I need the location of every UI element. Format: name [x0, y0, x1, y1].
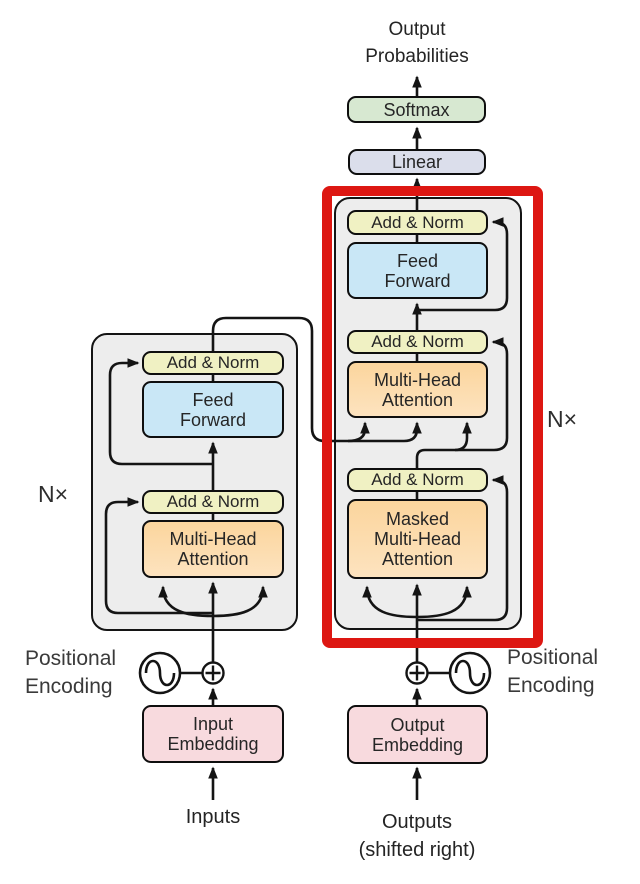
- input-embedding-box: [142, 705, 284, 763]
- decoder-highlight-box: [322, 186, 543, 648]
- positional-encoding-label-right: Positional Encoding: [507, 646, 599, 697]
- outputs-label-group: [317, 808, 517, 864]
- add-norm-label: Add & Norm: [371, 470, 464, 489]
- softmax-label: Softmax: [383, 99, 450, 120]
- add-icon-right: [407, 663, 428, 684]
- encoder-multi-head-attention-box: [142, 520, 284, 578]
- inputs-label: Inputs: [185, 806, 241, 828]
- add-norm-label: Add & Norm: [166, 353, 260, 372]
- masked-multi-head-attention-label: Masked Multi-Head Attention: [373, 509, 462, 569]
- encoder-add-norm-bottom-box: [142, 490, 284, 514]
- positional-encoding-label-left: Positional Encoding: [25, 647, 117, 698]
- softmax-box: [347, 96, 486, 123]
- feed-forward-label: Feed Forward: [179, 389, 246, 430]
- add-icon-left: [203, 663, 224, 684]
- encoder-feed-forward-box: [142, 381, 284, 438]
- multi-head-attention-label: Multi-Head Attention: [373, 369, 462, 410]
- output-embedding-box: [347, 705, 488, 764]
- add-norm-label: Add & Norm: [166, 492, 260, 511]
- outputs-shifted-right-label: (shifted right): [358, 839, 476, 861]
- positional-encoding-icon-right: [450, 653, 490, 693]
- output-embedding-label: Output Embedding: [371, 714, 464, 755]
- linear-box: [348, 149, 486, 175]
- add-norm-label: Add & Norm: [371, 212, 464, 232]
- multi-head-attention-label: Multi-Head Attention: [169, 529, 257, 569]
- encoder-add-norm-top-box: [142, 351, 284, 375]
- linear-label: Linear: [391, 152, 443, 172]
- output-probabilities-label: Output Probabilities: [365, 19, 469, 67]
- feed-forward-label: Feed Forward: [384, 250, 451, 291]
- positional-encoding-icon-left: [140, 653, 180, 693]
- add-norm-label: Add & Norm: [371, 332, 464, 351]
- input-embedding-label: Input Embedding: [167, 714, 259, 754]
- outputs-label: Outputs: [381, 811, 453, 833]
- n-times-label-encoder: N×: [38, 481, 69, 507]
- n-times-label-decoder: N×: [547, 406, 578, 432]
